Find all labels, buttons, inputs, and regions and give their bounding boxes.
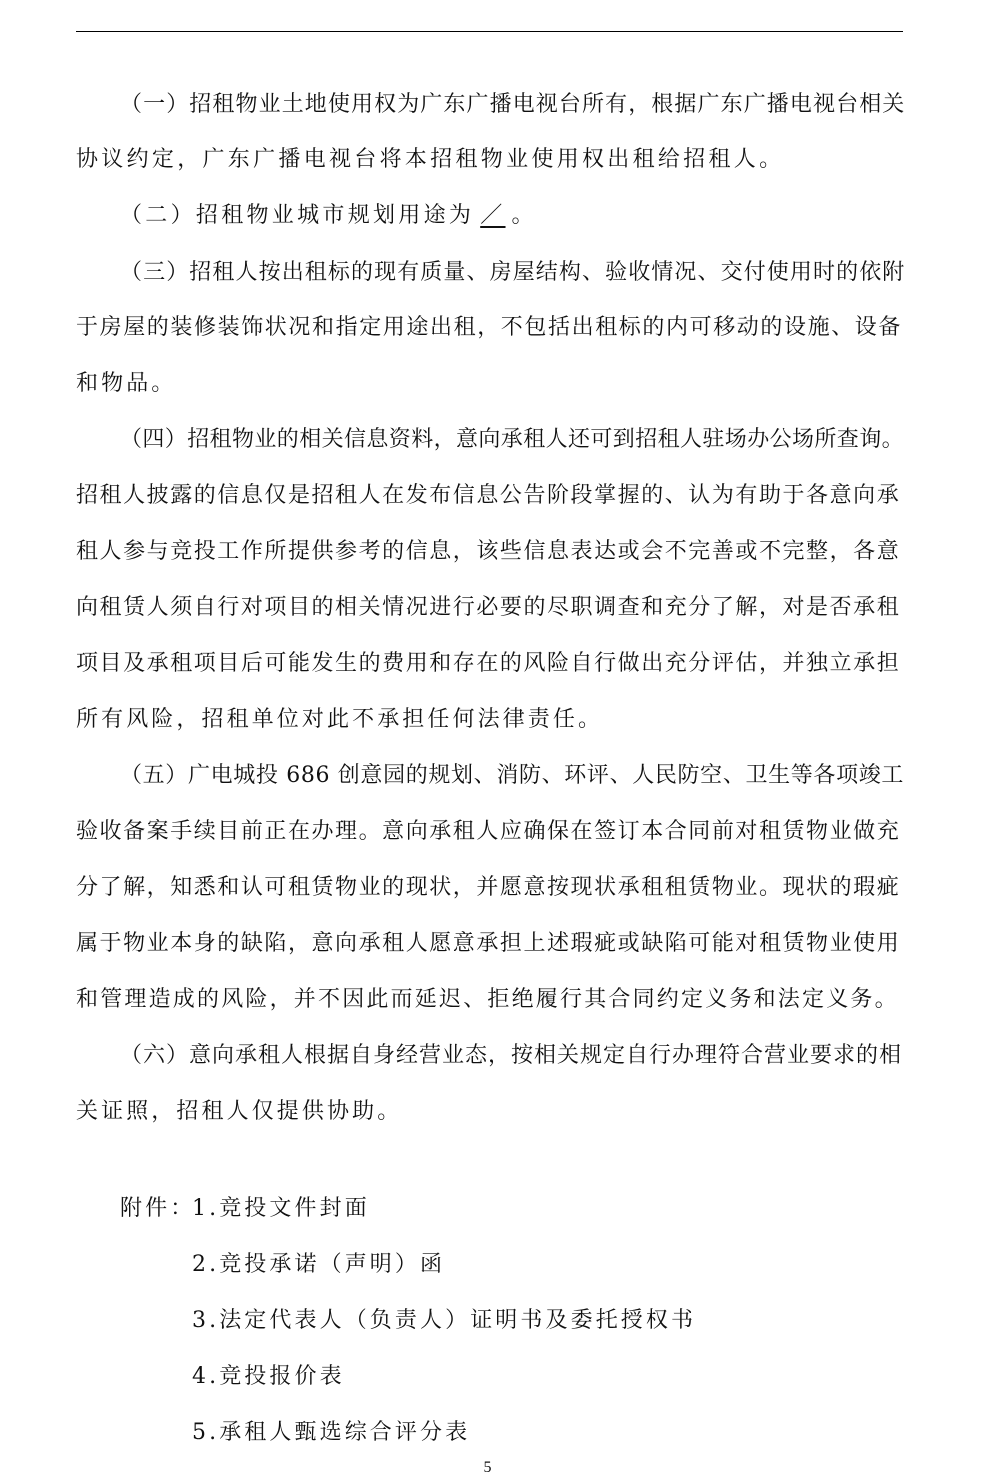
header-rule xyxy=(76,31,903,32)
page-number: 5 xyxy=(483,1459,492,1476)
paragraph-4-line-4: 向租赁人须自行对项目的相关情况进行必要的尽职调查和充分了解，对是否承租 xyxy=(76,595,901,620)
attachment-item: 4.竞投报价表 xyxy=(192,1364,345,1389)
attachments-label: 附件： xyxy=(120,1196,196,1221)
paragraph-4-line-1: （四）招租物业的相关信息资料，意向承租人还可到招租人驻场办公场所查询。 xyxy=(120,427,905,452)
paragraph-2 xyxy=(120,202,537,230)
paragraph-5-line-4: 属于物业本身的缺陷，意向承租人愿意承担上述瑕疵或缺陷可能对租赁物业使用 xyxy=(76,931,901,956)
paragraph-1-line-2: 协议约定，广东广播电视台将本招租物业使用权出租给招租人。 xyxy=(76,147,785,172)
paragraph-5-line-1: （五）广电城投 686 创意园的规划、消防、环评、人民防空、卫生等各项竣工 xyxy=(120,763,905,788)
paragraph-4-line-3: 租人参与竞投工作所提供参考的信息，该些信息表达或会不完善或不完整，各意 xyxy=(76,539,901,564)
paragraph-1-line-1: （一）招租物业土地使用权为广东广播电视台所有，根据广东广播电视台相关 xyxy=(120,92,906,117)
paragraph-5-line-2: 验收备案手续目前正在办理。意向承租人应确保在签订本合同前对租赁物业做充 xyxy=(76,819,901,844)
attachment-item: 5.承租人甄选综合评分表 xyxy=(192,1420,471,1445)
paragraph-5-line-5: 和管理造成的风险，并不因此而延迟、拒绝履行其合同约定义务和法定义务。 xyxy=(76,987,899,1012)
paragraph-4-line-2: 招租人披露的信息仅是招租人在发布信息公告阶段掌握的、认为有助于各意向承 xyxy=(76,483,901,508)
paragraph-6-line-1: （六）意向承租人根据自身经营业态，按相关规定自行办理符合营业要求的相 xyxy=(120,1043,903,1068)
paragraph-6-line-2: 关证照，招租人仅提供协助。 xyxy=(76,1099,403,1124)
paragraph-4-line-6: 所有风险，招租单位对此不承担任何法律责任。 xyxy=(76,707,604,732)
planning-use-value: ／ xyxy=(480,203,506,228)
paragraph-4-line-5: 项目及承租项目后可能发生的费用和存在的风险自行做出充分评估，并独立承担 xyxy=(76,651,901,676)
paragraph-5-line-3: 分了解，知悉和认可租赁物业的现状，并愿意按现状承租租赁物业。现状的瑕疵 xyxy=(76,875,901,900)
attachment-item: 3.法定代表人（负责人）证明书及委托授权书 xyxy=(192,1308,697,1333)
paragraph-2-text: （二）招租物业城市规划用途为 xyxy=(120,203,475,228)
paragraph-3-line-2: 于房屋的装修装饰状况和指定用途出租，不包括出租标的内可移动的设施、设备 xyxy=(76,315,903,340)
attachment-item: 2.竞投承诺（声明）函 xyxy=(192,1252,446,1277)
paragraph-3-line-1: （三）招租人按出租标的现有质量、房屋结构、验收情况、交付使用时的依附 xyxy=(120,260,906,285)
attachment-item: 1.竞投文件封面 xyxy=(192,1196,370,1221)
paragraph-3-line-3: 和物品。 xyxy=(76,371,177,396)
paragraph-2-end: 。 xyxy=(511,203,537,228)
